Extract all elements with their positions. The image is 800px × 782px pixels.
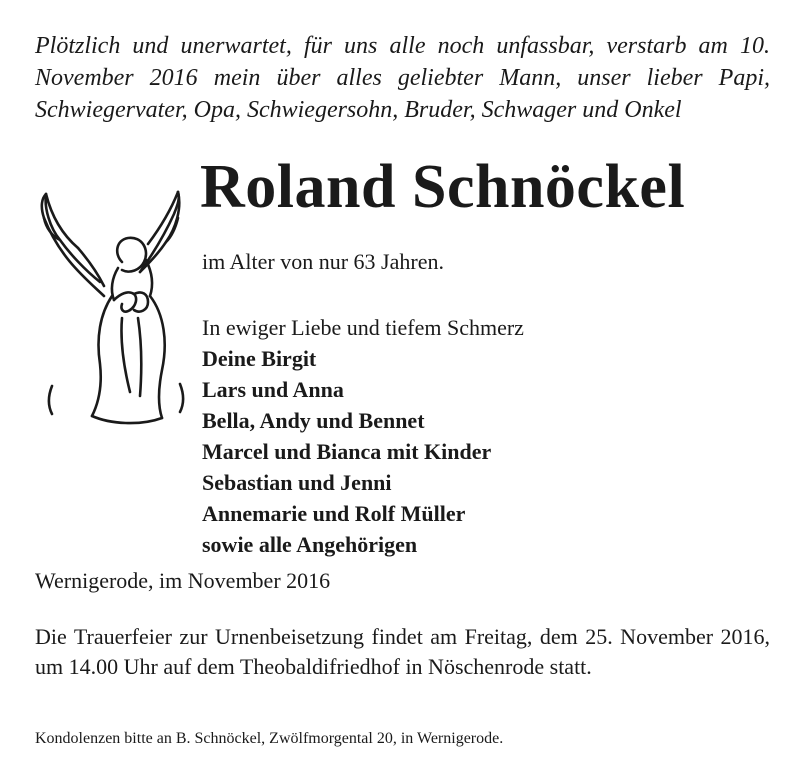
list-item: Lars und Anna bbox=[202, 377, 344, 402]
angel-icon bbox=[30, 178, 190, 436]
intro-text: Plötzlich und unerwartet, für uns alle noch unfassbar, verstarb am 10. November 2016 mein über alles geliebter Mann, unser lieber Papi, Schwiegervater, Opa, Schwiegersohn, Bruder, Schwager und Onkel bbox=[35, 33, 770, 123]
age-line: im Alter von nur 63 Jahren. bbox=[202, 249, 444, 274]
mourners-block bbox=[202, 312, 524, 560]
list-item: Marcel und Bianca mit Kinder bbox=[202, 439, 492, 464]
mourning-lead: In ewiger Liebe und tiefem Schmerz bbox=[202, 315, 524, 340]
place-date: Wernigerode, im November 2016 bbox=[35, 568, 331, 593]
condolences-text: Kondolenzen bitte an B. Schnöckel, Zwölfmorgental 20, in Wernigerode. bbox=[35, 730, 504, 747]
list-item: Deine Birgit bbox=[202, 346, 317, 371]
deceased-name: Roland Schnöckel bbox=[200, 153, 686, 221]
mourners-list bbox=[202, 343, 524, 560]
list-item: Bella, Andy und Bennet bbox=[202, 408, 425, 433]
list-item: sowie alle Angehörigen bbox=[202, 532, 418, 557]
list-item: Annemarie und Rolf Müller bbox=[202, 501, 466, 526]
list-item: Sebastian und Jenni bbox=[202, 470, 392, 495]
ceremony-text: Die Trauerfeier zur Urnenbeisetzung findet am Freitag, dem 25. November 2016, um 14.00 Uhr auf dem Theobaldifriedhof in Nöschenrode statt. bbox=[35, 624, 770, 679]
